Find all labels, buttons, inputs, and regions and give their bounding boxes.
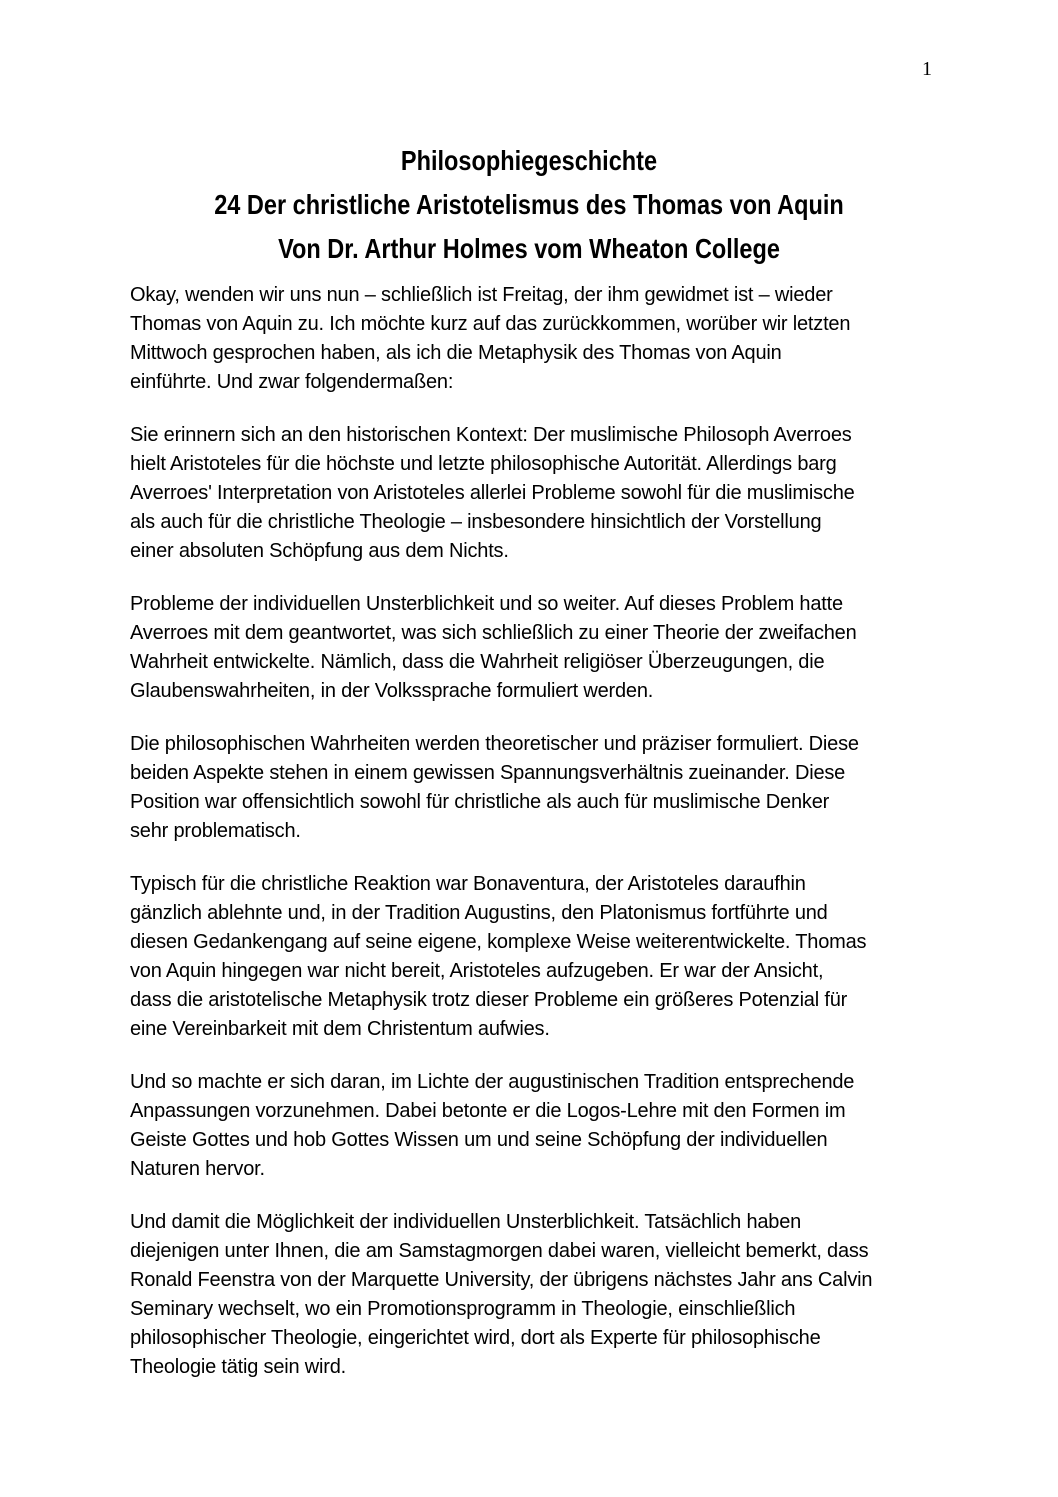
- text-line: beiden Aspekte stehen in einem gewissen Spannungsverhältnis zueinander. Diese: [130, 762, 846, 784]
- text-line: Averroes' Interpretation von Aristoteles allerlei Probleme sowohl für die muslimische: [130, 482, 855, 504]
- page-header: [0, 0, 1058, 82]
- text-line: Probleme der individuellen Unsterblichkeit und so weiter. Auf dieses Problem hatte: [130, 593, 843, 615]
- paragraph-1: [130, 281, 948, 397]
- text-line: Theologie tätig sein wird.: [130, 1356, 347, 1378]
- text-line: Typisch für die christliche Reaktion war Bonaventura, der Aristoteles daraufhin: [130, 873, 806, 895]
- page-number: 1: [922, 58, 932, 80]
- text-line: einer absoluten Schöpfung aus dem Nichts.: [130, 540, 509, 562]
- text-line: von Aquin hingegen war nicht bereit, Aristoteles aufzugeben. Er war der Ansicht,: [130, 960, 824, 982]
- text-line: Okay, wenden wir uns nun – schließlich ist Freitag, der ihm gewidmet ist – wieder: [130, 284, 833, 306]
- text-line: Seminary wechselt, wo ein Promotionsprogramm in Theologie, einschließlich: [130, 1298, 796, 1320]
- text-line: Sie erinnern sich an den historischen Kontext: Der muslimische Philosoph Averroes: [130, 424, 852, 446]
- text-line: dass die aristotelische Metaphysik trotz dieser Probleme ein größeres Potenzial für: [130, 989, 848, 1011]
- text-line: Anpassungen vorzunehmen. Dabei betonte er die Logos-Lehre mit den Formen im: [130, 1100, 846, 1122]
- text-line: diesen Gedankengang auf seine eigene, komplexe Weise weiterentwickelte. Thomas: [130, 931, 867, 953]
- paragraph-3: [130, 590, 948, 706]
- paragraph-6: [130, 1068, 948, 1184]
- text-line: hielt Aristoteles für die höchste und letzte philosophische Autorität. Allerdings barg: [130, 453, 837, 475]
- text-line: philosophischer Theologie, eingerichtet wird, dort als Experte für philosophische: [130, 1327, 821, 1349]
- text-line: Die philosophischen Wahrheiten werden theoretischer und präziser formuliert. Diese: [130, 733, 859, 755]
- text-line: Geiste Gottes und hob Gottes Wissen um und seine Schöpfung der individuellen: [130, 1129, 828, 1151]
- text-line: gänzlich ablehnte und, in der Tradition Augustins, den Platonismus fortführte und: [130, 902, 828, 924]
- text-line: Glaubenswahrheiten, in der Volkssprache formuliert werden.: [130, 680, 654, 702]
- text-line: Und so machte er sich daran, im Lichte der augustinischen Tradition entsprechende: [130, 1071, 855, 1093]
- text-line: Wahrheit entwickelte. Nämlich, dass die Wahrheit religiöser Überzeugungen, die: [130, 651, 825, 673]
- paragraph-4: [130, 730, 948, 846]
- text-line: diejenigen unter Ihnen, die am Samstagmorgen dabei waren, vielleicht bemerkt, dass: [130, 1240, 869, 1262]
- paragraph-2: [130, 421, 948, 566]
- document-body: [0, 281, 1058, 1382]
- paragraph-7: [130, 1208, 948, 1382]
- text-line: eine Vereinbarkeit mit dem Christentum aufwies.: [130, 1018, 550, 1040]
- text-line: Thomas von Aquin zu. Ich möchte kurz auf das zurückkommen, worüber wir letzten: [130, 313, 851, 335]
- text-line: als auch für die christliche Theologie – insbesondere hinsichtlich der Vorstellung: [130, 511, 822, 533]
- text-line: Position war offensichtlich sowohl für christliche als auch für muslimische Denker: [130, 791, 830, 813]
- text-line: einführte. Und zwar folgendermaßen:: [130, 371, 454, 393]
- text-line: Ronald Feenstra von der Marquette University, der übrigens nächstes Jahr ans Calvin: [130, 1269, 873, 1291]
- text-line: sehr problematisch.: [130, 820, 301, 842]
- title-line-3: Von Dr. Arthur Holmes vom Wheaton College: [278, 233, 780, 264]
- document-title: [0, 139, 1058, 271]
- text-line: Naturen hervor.: [130, 1158, 265, 1180]
- text-line: Und damit die Möglichkeit der individuellen Unsterblichkeit. Tatsächlich haben: [130, 1211, 802, 1233]
- title-line-2: 24 Der christliche Aristotelismus des Thomas von Aquin: [214, 189, 844, 220]
- text-line: Averroes mit dem geantwortet, was sich schließlich zu einer Theorie der zweifachen: [130, 622, 857, 644]
- paragraph-5: [130, 870, 948, 1044]
- title-line-1: Philosophiegeschichte: [400, 145, 658, 176]
- text-line: Mittwoch gesprochen haben, als ich die Metaphysik des Thomas von Aquin: [130, 342, 782, 364]
